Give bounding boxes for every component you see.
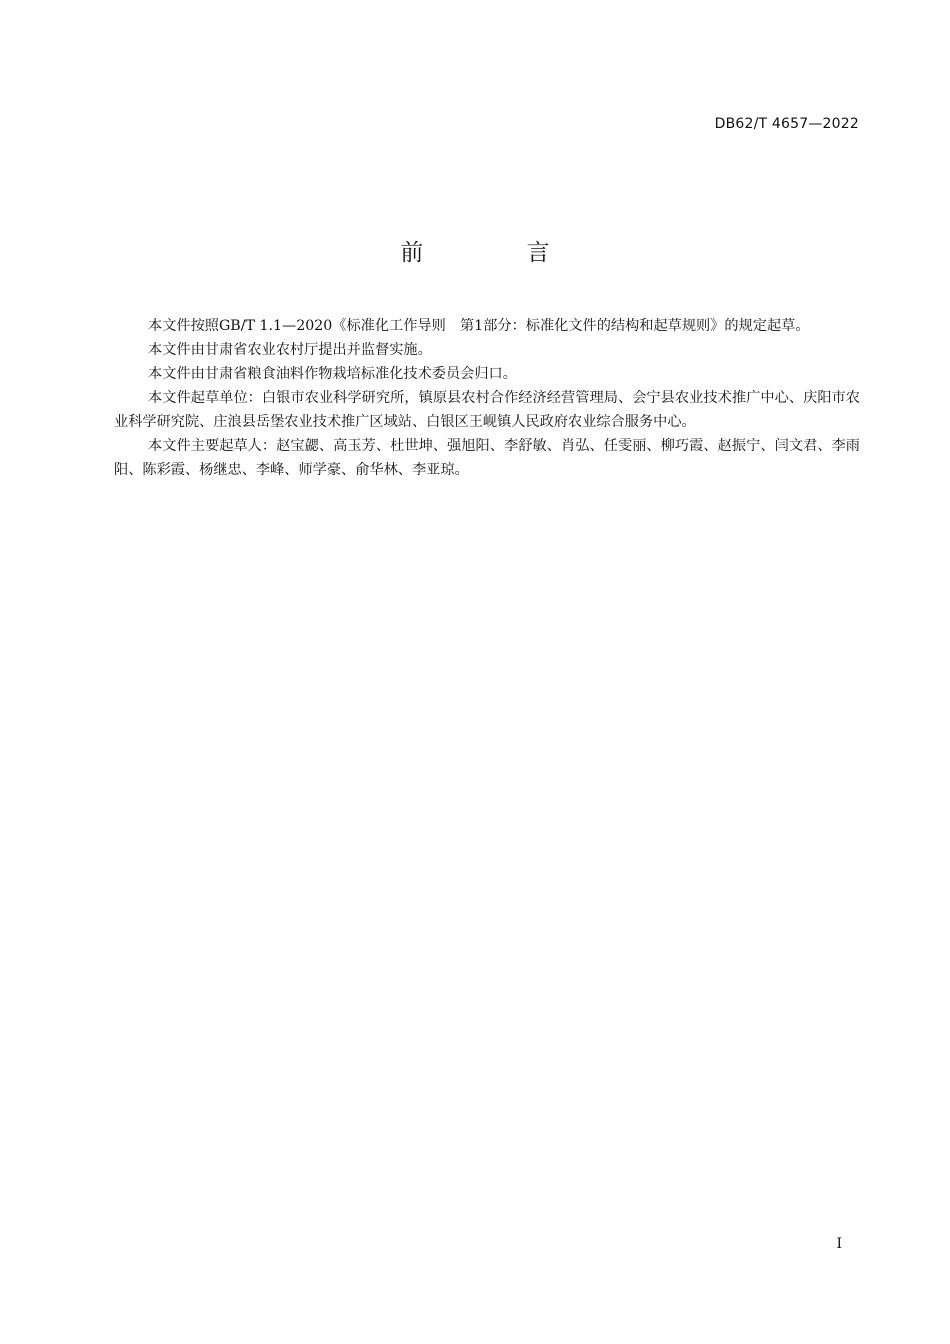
page-title: 前 言 [400, 240, 598, 266]
foreword-body [114, 314, 860, 482]
page-number: I [836, 1236, 842, 1252]
paragraph-drafting-units: 本文件起草单位：白银市农业科学研究所，镇原县农村合作经济经营管理局、会宁县农业技术推广中心、庆阳市农业科学研究院、庄浪县岳堡农业技术推广区域站、白银区王岘镇人民政府农业综合服务中心。 [114, 390, 860, 430]
document-code: DB62/T 4657—2022 [714, 116, 859, 132]
paragraph-drafting-basis: 本文件按照GB/T 1.1—2020《标准化工作导则 第1部分：标准化文件的结构和起草规则》的规定起草。 [148, 318, 810, 334]
paragraph-committee: 本文件由甘肃省粮食油料作物栽培标准化技术委员会归口。 [148, 366, 517, 382]
paragraph-drafters: 本文件主要起草人：赵宝勰、高玉芳、杜世坤、强旭阳、李舒敏、肖弘、任雯丽、柳巧霞、赵振宁、闫文君、李雨阳、陈彩霞、杨继忠、李峰、师学豪、俞华林、李亚琼。 [114, 438, 860, 478]
paragraph-proposer: 本文件由甘肃省农业农村厅提出并监督实施。 [148, 342, 432, 358]
